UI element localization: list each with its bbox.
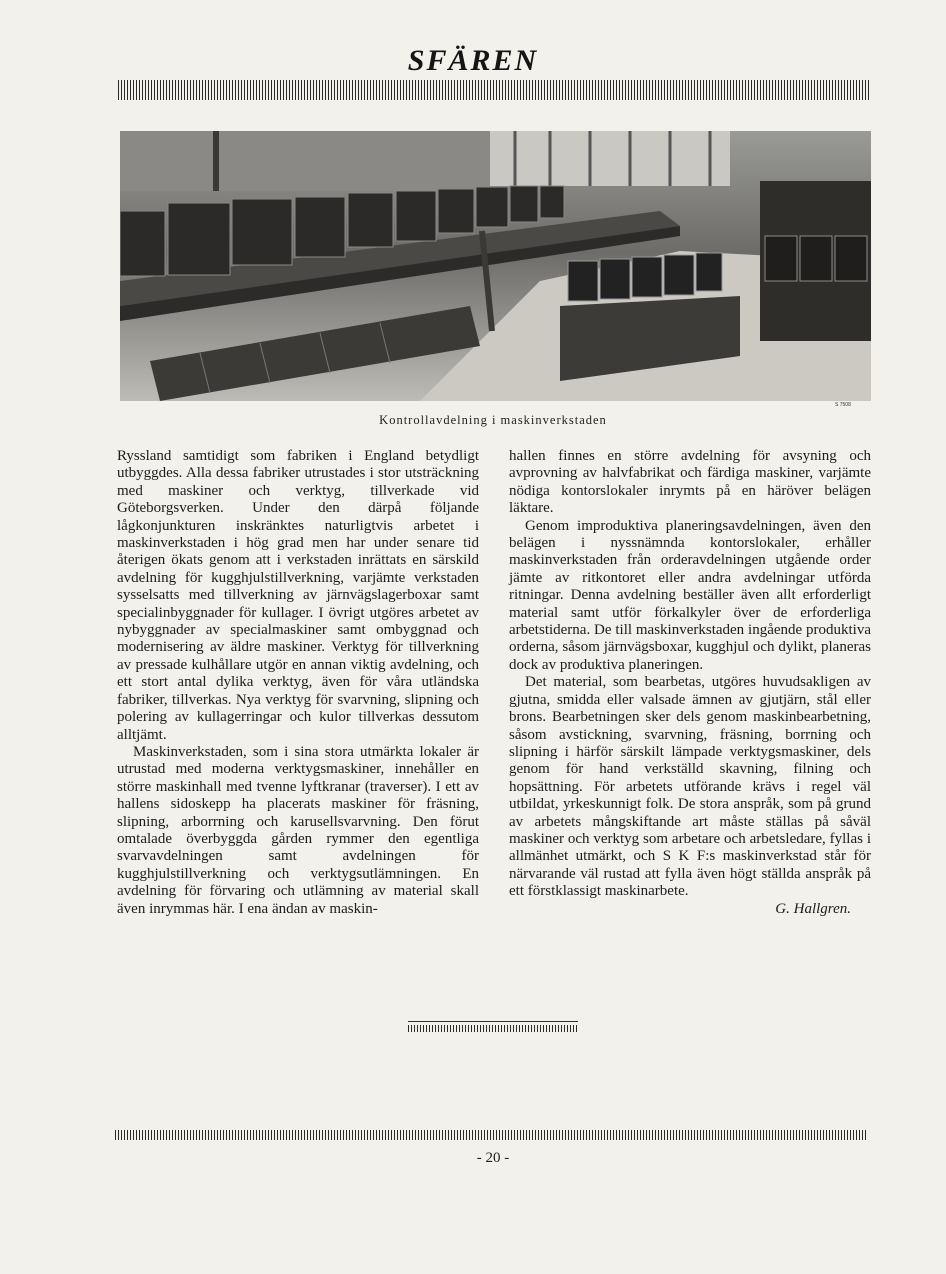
author-signature: G. Hallgren.	[775, 900, 851, 917]
photo-caption: Kontrollavdelning i maskinverkstaden	[379, 413, 607, 427]
footer-rule	[115, 1130, 868, 1140]
workshop-photo-illustration	[120, 131, 871, 401]
paragraph: Det material, som bearbetas, utgöres huvudsakligen av gjutna, smidda eller valsade ämnen av gjutjärn, stål eller brons. Bearbetningen sker dels genom maskinbearbetning, såsom avstickning, svarvning, fräsning, borrning och slipning i härför särskilt lämpade verktygsmaskiner, dels genom för hand verkställd skavning, filning och hopsättning. För arbetets utförande krävs i regel väl utbildat, yrkeskunnigt folk. De stora anspråk, som på grund av arbetets mångskiftande art måste ställas på såväl maskiner och verktyg som arbetare och arbetsledare, fyllas i allmänhet utmärkt, och S K F:s maskinverkstad står för närvarande väl rustad att fylla även högt ställda anspråk på ett förstklassigt maskinarbete.	[509, 674, 871, 900]
masthead-title: SFÄREN	[407, 44, 539, 77]
article-column-right	[509, 448, 871, 918]
section-divider	[408, 1025, 578, 1032]
workshop-photo	[120, 131, 871, 401]
paragraph: hallen finnes en större avdelning för avsyning och avprovning av halvfabrikat och färdiga maskiner, varjämte nödiga kontorslokaler inrymts på en häröver belägen läktare.	[509, 448, 871, 517]
header-rule	[118, 80, 870, 100]
article-column-left	[117, 448, 479, 918]
section-divider-line	[408, 1021, 578, 1022]
photo-reference-number: S 7508	[835, 402, 851, 408]
paragraph: Genom improduktiva planeringsavdelningen, även den belägen i nyssnämnda kontorslokaler, erhåller maskinverkstaden från orderavdelningen utgående order jämte av ritkontoret eller andra avdelningar utförda ritningar. Denna avdelning beställer även allt erforderligt material samt utför förkalkyler över de erforderliga arbetstiderna. De till maskinverkstaden ingående produktiva orderna, såsom järnvägsboxar, kugghjul och dylikt, planeras dock av produktiva planeringen.	[509, 517, 871, 673]
page-number: - 20 -	[476, 1150, 510, 1166]
paragraph: Maskinverkstaden, som i sina stora utmärkta lokaler är utrustad med moderna verktygsmaskiner, innehåller en större maskinhall med tvenne lyftkranar (traverser). I ett av hallens sidoskepp ha placerats maskiner för fräsning, slipning, arborrning och karusellsvarvning. Den förut omtalade överbyggda gården rymmer den egentliga svarvavdelningen samt avdelningen för kugghjulstillverkning och verktygsutlämningen. En avdelning för förvaring och utlämning av material skall även inrymmas här. I ena ändan av maskin-	[117, 743, 479, 917]
paragraph: Ryssland samtidigt som fabriken i England betydligt utbyggdes. Alla dessa fabriker utrustades i stor utsträckning med maskiner och verktyg, tillverkade vid Göteborgsverken. Under den därpå följande lågkonjunkturen inskränktes naturligtvis arbetet i maskinverkstaden i hög grad men har under senare tid återigen ökats genom att i verkstaden inrättats en särskild avdelning för kugghjulstillverkning, varjämte verkstaden sysselsatts med tillverkning av järnvägslagerboxar samt specialinbyggnader för kullager. I övrigt utgöres arbetet av nybyggnader av specialmaskiner samt ombyggnad och modernisering av äldre maskiner. Verktyg för tillverkning av pressade kulhållare utgör en annan viktig avdelning, och ett stort antal dylika verktyg, även för våra utländska fabriker, tillverkas. Nya verktyg för svarvning, slipning och polering av kullagerringar och kulor tillverkas dessutom alltjämt.	[117, 448, 479, 743]
